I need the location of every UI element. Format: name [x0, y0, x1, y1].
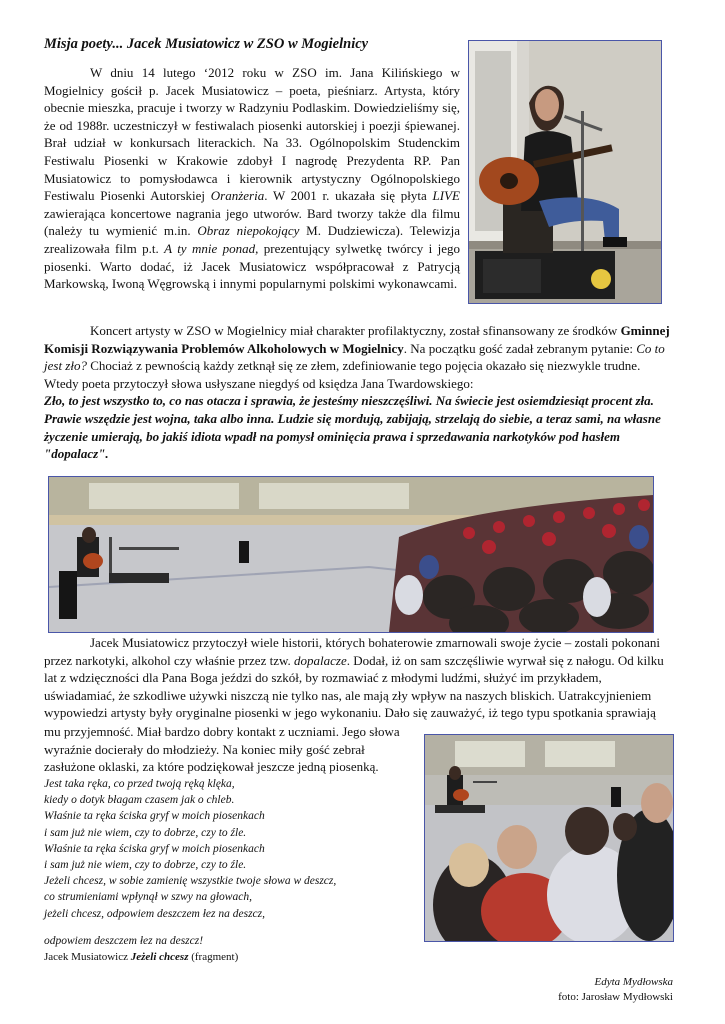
poem-line: kiedy o dotyk błagam czasem jak o chleb. — [44, 794, 235, 807]
text: . Dodał, iż on sam szczęśliwie wyrwał się z nałogu. Od kilku lat z wdzięczności dla Pana Boga jeździ do szkół, by rozmawiać z młodymi ludźmi, służyć im przykładem, uświadamiać, że szkodliwe używki niszczą nie tylko nas, ale mają zły wpływ na naszych bliskich. Uatrakcyjnieniem wypowiedzi artysty były oryginalne piosenki w jego wykonaniu. Dało się zauważyć, iż tego typu spotkania sprawiają — [44, 652, 664, 721]
text-italic: LIVE — [432, 188, 460, 204]
poem-caption — [44, 951, 238, 963]
text: . W 2001 r. ukazała się płyta — [264, 188, 433, 204]
caption-suffix: (fragment) — [188, 951, 239, 963]
quote-twardowski: Zło, to jest wszystko to, co nas otacza i sprawia, że jesteśmy nieszczęśliwi. Na świecie jest osiemdziesiąt procent zła. Prawie wszędzie jest wojna, taka albo inna. Ludzie się mordują, zabijają, strzelają do siebie, a teraz sami, na własne życzenie umierają, bo jakiś idiota wpadł na pomysł ominięcia prawa i sprzedawania narkotyków pod hasłem "dopalacz". — [44, 393, 661, 462]
photo-credit: foto: Jarosław Mydłowski — [558, 991, 673, 1003]
poem-line: i sam już nie wiem, czy to dobrze, czy to źle. — [44, 859, 247, 872]
poem-line: Właśnie ta ręka ściska gryf w moich piosenkach — [44, 810, 265, 823]
text-italic: Obraz niepokojący — [197, 223, 300, 239]
photo-students-illustration — [425, 735, 673, 941]
poem-fragment — [44, 776, 416, 922]
caption-title: Jeżeli chcesz — [130, 951, 189, 963]
text: W dniu 14 lutego ‘2012 roku w ZSO im. Jana Kilińskiego w Mogielnicy gościł p. Jacek Musiatowicz – poeta, pieśniarz. Artysta, który obecnie mieszka, pracuje i tworzy w Radzyniu Podlaskim. Dowiedzieliśmy się, że od 1988r. uczestniczył w festiwalach piosenki autorskiej i poezji śpiewanej. Brał udział w konkursach literackich. Na 33. Ogólnopolskim Studenckim Festiwalu Piosenki w Krakowie zdobył I nagrodę Prezydenta RP. Pan Musiatowicz to pomysłodawca i kierownik artystyczny Ogólnopolskiego Festiwalu Piosenki Autorskiej — [44, 65, 460, 204]
text: Koncert artysty w ZSO w Mogielnicy miał charakter profilaktyczny, został sfinansowany ze środków — [90, 323, 621, 338]
text: M. Dudziewicza). Telewizja zrealizowała film p.t. — [44, 223, 460, 256]
poem-line: co strumieniami wpłynął w szwy na głowach, — [44, 891, 252, 904]
photo-students-watching — [424, 734, 674, 942]
paragraph-intro — [44, 64, 460, 293]
paragraph-concert — [44, 322, 676, 463]
caption-author: Jacek Musiatowicz — [44, 951, 131, 963]
text: Chociaż z pewnością każdy zetknął się ze złem, zdefiniowanie tego pojęcia okazało się niezwykle trudne. Wtedy poeta przytoczył słowa usłyszane niegdyś od księdza Jana Twardowskiego: — [44, 358, 641, 391]
poem-last-line: odpowiem deszczem łez na deszcz! — [44, 935, 204, 947]
paragraph-stories — [44, 634, 676, 722]
text-italic: Co to jest zło? — [44, 340, 665, 374]
poem-line: Właśnie ta ręka ściska gryf w moich piosenkach — [44, 842, 265, 855]
article-author: Edyta Mydłowska — [594, 976, 673, 988]
photo-gym-audience — [48, 476, 654, 633]
poem-line: i sam już nie wiem, czy to dobrze, czy to źle. — [44, 826, 247, 839]
paragraph-stories-continued: mu przyjemność. Miał bardzo dobry kontakt z uczniami. Jego słowa wyraźnie docierały do młodzieży. Na koniec miły gość zebrał zasłużone oklaski, za które podziękował jeszcze jedną piosenką. — [44, 724, 400, 775]
photo-poet-illustration — [469, 41, 661, 303]
photo-poet-guitar — [468, 40, 662, 304]
text-italic: Oranżeria — [210, 188, 265, 204]
poem-line: jeżeli chcesz, odpowiem deszczem łez na deszcz, — [44, 907, 266, 920]
text: Jacek Musiatowicz przytoczył wiele historii, których bohaterowie zmarnowali swoje życie – zostali pokonani przez narkotyki, alkohol czy właśnie przez tzw. — [44, 635, 661, 668]
text: , prezentujący sylwetkę twórcy i jego piosenki. Warto dodać, iż Jacek Musiatowicz współpracował z Patrycją Markowską, Iwoną Węgrowską i innymi popularnymi polskimi wykonawcami. — [44, 240, 460, 292]
text-italic: dopalacze — [294, 652, 347, 668]
text-italic: A ty mnie ponad — [164, 240, 256, 256]
poem-line: Jest taka ręka, co przed twoją ręką klęka, — [44, 778, 235, 790]
text: . Na początku gość zadał zebranym pytanie: — [403, 340, 637, 356]
photo-audience-illustration — [49, 477, 653, 632]
text: zawierająca koncertowe nagrania jego utworów. Bard tworzy także dla filmu (należy tu wymienić m.in. — [44, 205, 460, 239]
text-bold: Gminnej Komisji Rozwiązywania Problemów Alkoholowych w Mogielnicy — [44, 323, 670, 356]
poem-line: Jeżeli chcesz, w sobie zamienię wszystkie twoje słowa w deszcz, — [44, 875, 337, 888]
article-title: Misja poety... Jacek Musiatowicz w ZSO w Mogielnicy — [44, 36, 369, 52]
